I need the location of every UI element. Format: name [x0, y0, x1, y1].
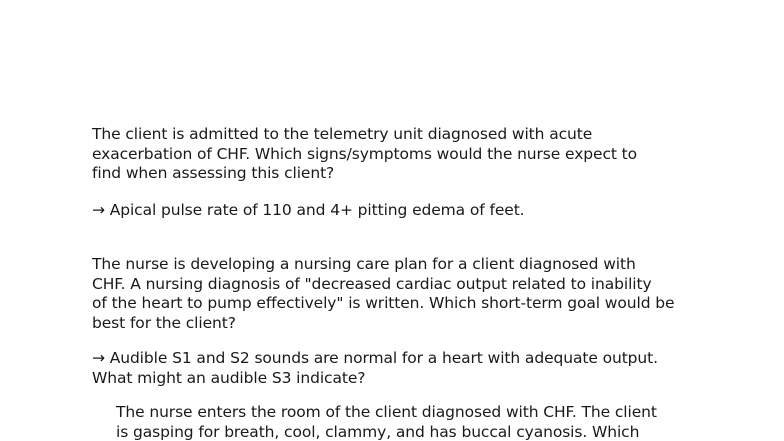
question-3-text: The nurse enters the room of the client diagnosed with CHF. The client is gasping for breath, cool, clammy, and has buccal cyanosis. Which: [116, 403, 657, 441]
question-1-text: The client is admitted to the telemetry unit diagnosed with acute exacerbation of CHF. Which signs/symptoms would the nurse expect to find when assessing this client?: [92, 125, 638, 182]
question-2-text: The nurse is developing a nursing care plan for a client diagnosed with CHF. A nursing diagnosis of "decreased cardiac output related to inability of the heart to pump effectively" is written. Which short-term goal would be best for the client?: [92, 255, 675, 332]
answer-2-text: → Audible S1 and S2 sounds are normal for a heart with adequate output. What might an audible S3 indicate?: [92, 349, 658, 387]
answer-1-text: → Apical pulse rate of 110 and 4+ pitting edema of feet.: [92, 201, 525, 219]
